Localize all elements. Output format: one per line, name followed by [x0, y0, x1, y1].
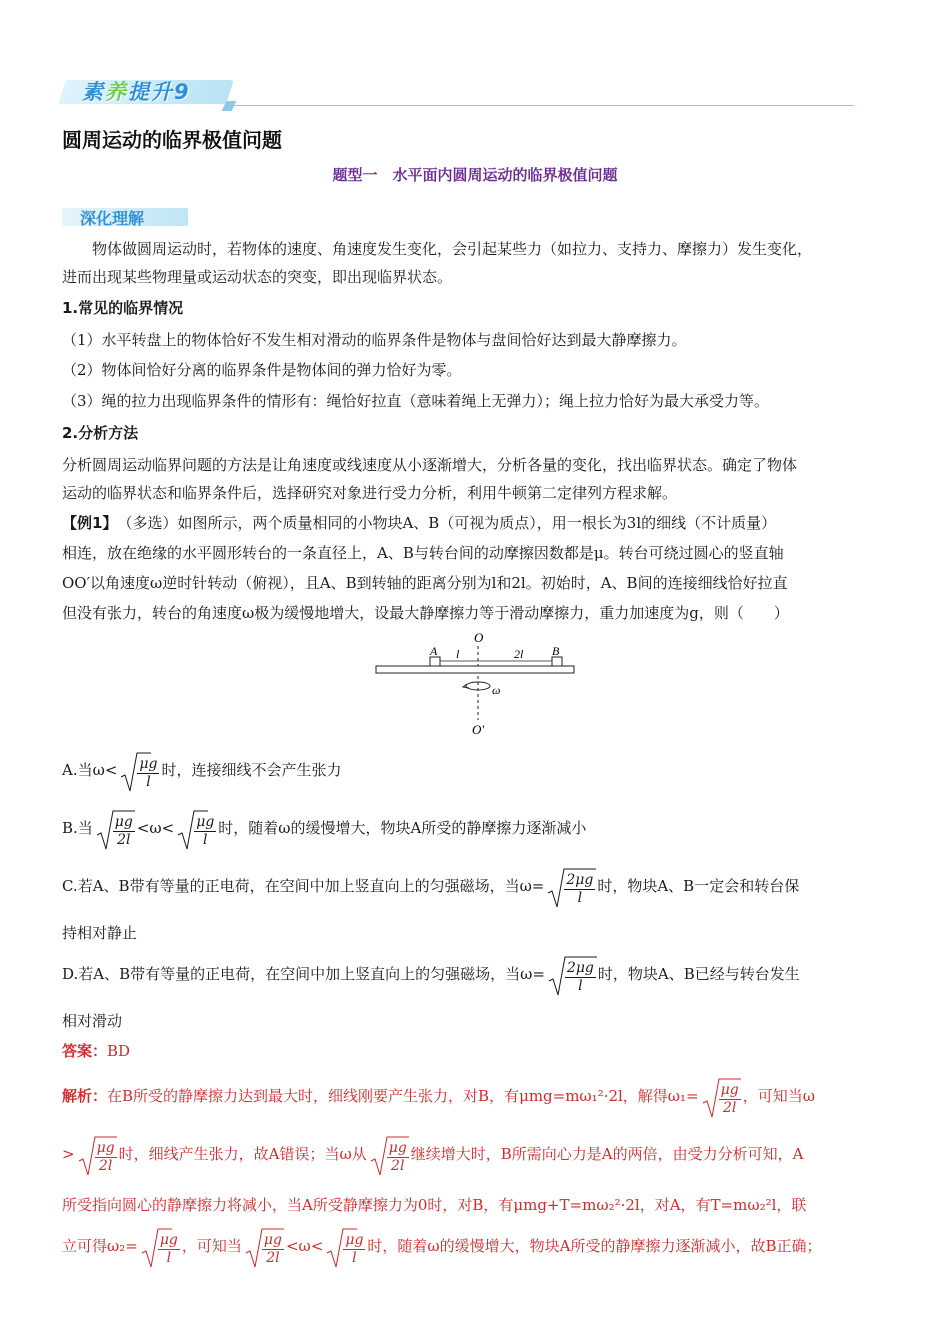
frac-num: μg: [388, 1140, 407, 1157]
example-line-4: 但没有张力，转台的角速度ω极为缓慢地增大，设最大静摩擦力等于滑动摩擦力，重力加速度为g，则（ ）: [62, 604, 789, 622]
sec2-heading: 2.分析方法: [62, 424, 139, 442]
frac-den: l: [203, 832, 208, 849]
frac-num: μg: [114, 814, 133, 831]
sec1-heading: 1.常见的临界情况: [62, 299, 184, 317]
option-a: [62, 750, 892, 791]
option-b-pre: B.当: [62, 819, 93, 837]
analysis-line-4: [62, 1226, 892, 1267]
example-line-2: 相连，放在绝缘的水平圆形转台的一条直径上，A、B与转台间的动摩擦因数都是μ。转台可绕过圆心的竖直轴: [62, 544, 784, 562]
option-a-post: 时，连接细线不会产生张力: [161, 761, 342, 779]
figure-label-a: A: [430, 644, 438, 658]
option-a-pre: A.当ω<: [62, 761, 118, 779]
figure-label-o-prime: O′: [472, 722, 485, 737]
frac-den: l: [578, 978, 583, 995]
sqrt-ug-over-2l: [244, 1227, 284, 1268]
sec1-item-2: （2）物体间恰好分离的临界条件是物体间的弹力恰好为零。: [62, 361, 462, 379]
figure-label-2l: 2l: [514, 647, 524, 661]
analysis-text-1a: 在B所受的静摩擦力达到最大时，细线刚要产生张力，对B，有μmg=mω₁²·2l，解得ω₁=: [107, 1087, 699, 1105]
section-banner: [62, 74, 854, 110]
analysis-text-4a: 立可得ω₂=: [62, 1237, 138, 1255]
analysis-line-1: [62, 1076, 892, 1117]
turntable-figure: [370, 628, 580, 740]
option-c: [62, 866, 892, 907]
frac-den: 2l: [391, 1158, 405, 1175]
sec2-line-2: 运动的临界状态和临界条件后，选择研究对象进行受力分析，利用牛顿第二定律列方程求解。: [62, 484, 678, 502]
sqrt-ug-over-l: [140, 1227, 180, 1268]
sqrt-ug-over-l: [119, 751, 159, 792]
page-title: 圆周运动的临界极值问题: [62, 128, 282, 152]
banner-part4: 9: [174, 80, 191, 104]
frac-den: 2l: [98, 1158, 113, 1175]
block-b: [552, 657, 562, 666]
option-c-line-2: 持相对静止: [62, 924, 138, 942]
figure-label-b: B: [552, 644, 560, 658]
sqrt-ug-over-2l: [77, 1135, 117, 1176]
frac-num: μg: [345, 1232, 364, 1249]
sqrt-2ug-over-l: [547, 955, 596, 996]
frac-den: l: [352, 1250, 357, 1267]
frac-num: μg: [96, 1140, 115, 1157]
section-tag-label: 深化理解: [80, 209, 145, 228]
section-tag: [62, 206, 188, 228]
frac-num: μg: [263, 1232, 282, 1249]
option-d-pre: D.若A、B带有等量的正电荷，在空间中加上竖直向上的匀强磁场，当ω=: [62, 965, 545, 983]
answer-label: 答案：: [62, 1042, 108, 1060]
option-b: [62, 808, 892, 849]
frac-den: 2l: [266, 1250, 280, 1267]
banner-line: [234, 105, 854, 106]
figure-label-omega: ω: [492, 683, 501, 697]
analysis-line-3: 所受指向圆心的静摩擦力将减小，当A所受静摩擦力为0时，对B，有μmg+T=mω₂²·2l，对A，有T=mω₂²l，联: [62, 1196, 807, 1214]
frac-den: 2l: [722, 1100, 737, 1117]
frac-num: μg: [139, 756, 158, 773]
option-b-post: 时，随着ω的缓慢增大，物块A所受的静摩擦力逐渐减小: [218, 819, 587, 837]
frac-den: 2l: [117, 832, 131, 849]
analysis-line-2: [62, 1134, 892, 1175]
example-line-3: OO′以角速度ω逆时针转动（俯视），且A、B到转轴的距离分别为l和2l。初始时，A、B间的连接细线恰好拉直: [62, 574, 788, 592]
option-c-pre: C.若A、B带有等量的正电荷，在空间中加上竖直向上的匀强磁场，当ω=: [62, 877, 545, 895]
sec2-line-1: 分析圆周运动临界问题的方法是让角速度或线速度从小逐渐增大，分析各量的变化，找出临界状态。确定了物体: [62, 456, 798, 474]
example-label: 【例1】: [62, 514, 110, 532]
subtitle: 题型一 水平面内圆周运动的临界极值问题: [332, 166, 618, 184]
option-c-post: 时，物块A、B一定会和转台保: [597, 877, 800, 895]
option-d: [62, 954, 892, 995]
frac-num: μg: [159, 1232, 178, 1249]
option-d-line-2: 相对滑动: [62, 1012, 123, 1030]
block-a: [430, 657, 440, 666]
analysis-text-2c: 继续增大时，B所需向心力是A的两倍，由受力分析可知，A: [410, 1145, 804, 1163]
intro-line-1: 物体做圆周运动时，若物体的速度、角速度发生变化，会引起某些力（如拉力、支持力、摩擦力）发生变化，: [92, 240, 813, 258]
frac-den: l: [146, 774, 151, 791]
option-b-mid: <ω<: [136, 819, 175, 837]
analysis-text-4d: 时，随着ω的缓慢增大，物块A所受的静摩擦力逐渐减小，故B正确；: [367, 1237, 822, 1255]
example-text-1: （多选）如图所示，两个质量相同的小物块A、B（可视为质点），用一根长为3l的细线（不计质量）: [124, 514, 777, 532]
banner-part1: 素: [82, 80, 105, 104]
sec1-item-1: （1）水平转盘上的物体恰好不发生相对滑动的临界条件是物体与盘间恰好达到最大静摩擦力。: [62, 331, 687, 349]
sec1-item-3: （3）绳的拉力出现临界条件的情形有：绳恰好拉直（意味着绳上无弹力）；绳上拉力恰好为最大承受力等。: [62, 392, 770, 410]
figure-label-l: l: [456, 647, 460, 661]
analysis-text-2a: >: [62, 1145, 75, 1163]
figure-label-o: O: [474, 630, 484, 645]
answer: [62, 1040, 892, 1062]
frac-den: l: [166, 1250, 172, 1267]
example-line-1: [62, 512, 892, 534]
sqrt-2ug-over-l: [546, 867, 595, 908]
answer-value: BD: [107, 1042, 131, 1060]
sqrt-ug-over-2l: [701, 1077, 741, 1118]
analysis-label: 解析：: [62, 1087, 108, 1105]
option-d-post: 时，物块A、B已经与转台发生: [597, 965, 800, 983]
sqrt-ug-over-l: [176, 809, 216, 850]
intro-line-2: 进而出现某些物理量或运动状态的突变，即出现临界状态。: [62, 268, 453, 286]
analysis-text-2b: 时，细线产生张力，故A错误；当ω从: [118, 1145, 367, 1163]
frac-den: l: [577, 890, 583, 907]
turntable-bar: [376, 666, 574, 673]
banner-title: [82, 76, 191, 106]
frac-num: μg: [196, 814, 215, 831]
sqrt-ug-over-2l: [95, 809, 135, 850]
sqrt-ug-over-l: [325, 1227, 365, 1268]
banner-part2: 养: [105, 80, 128, 104]
sqrt-ug-over-2l: [369, 1135, 409, 1176]
banner-part3: 提升: [128, 80, 174, 104]
frac-num: 2μg: [566, 960, 594, 977]
analysis-text-1b: ，可知当ω: [742, 1087, 815, 1105]
frac-num: μg: [720, 1082, 739, 1099]
analysis-text-4b: ，可知当: [181, 1237, 242, 1255]
analysis-text-4c: <ω<: [285, 1237, 324, 1255]
frac-num: 2μg: [566, 872, 594, 889]
